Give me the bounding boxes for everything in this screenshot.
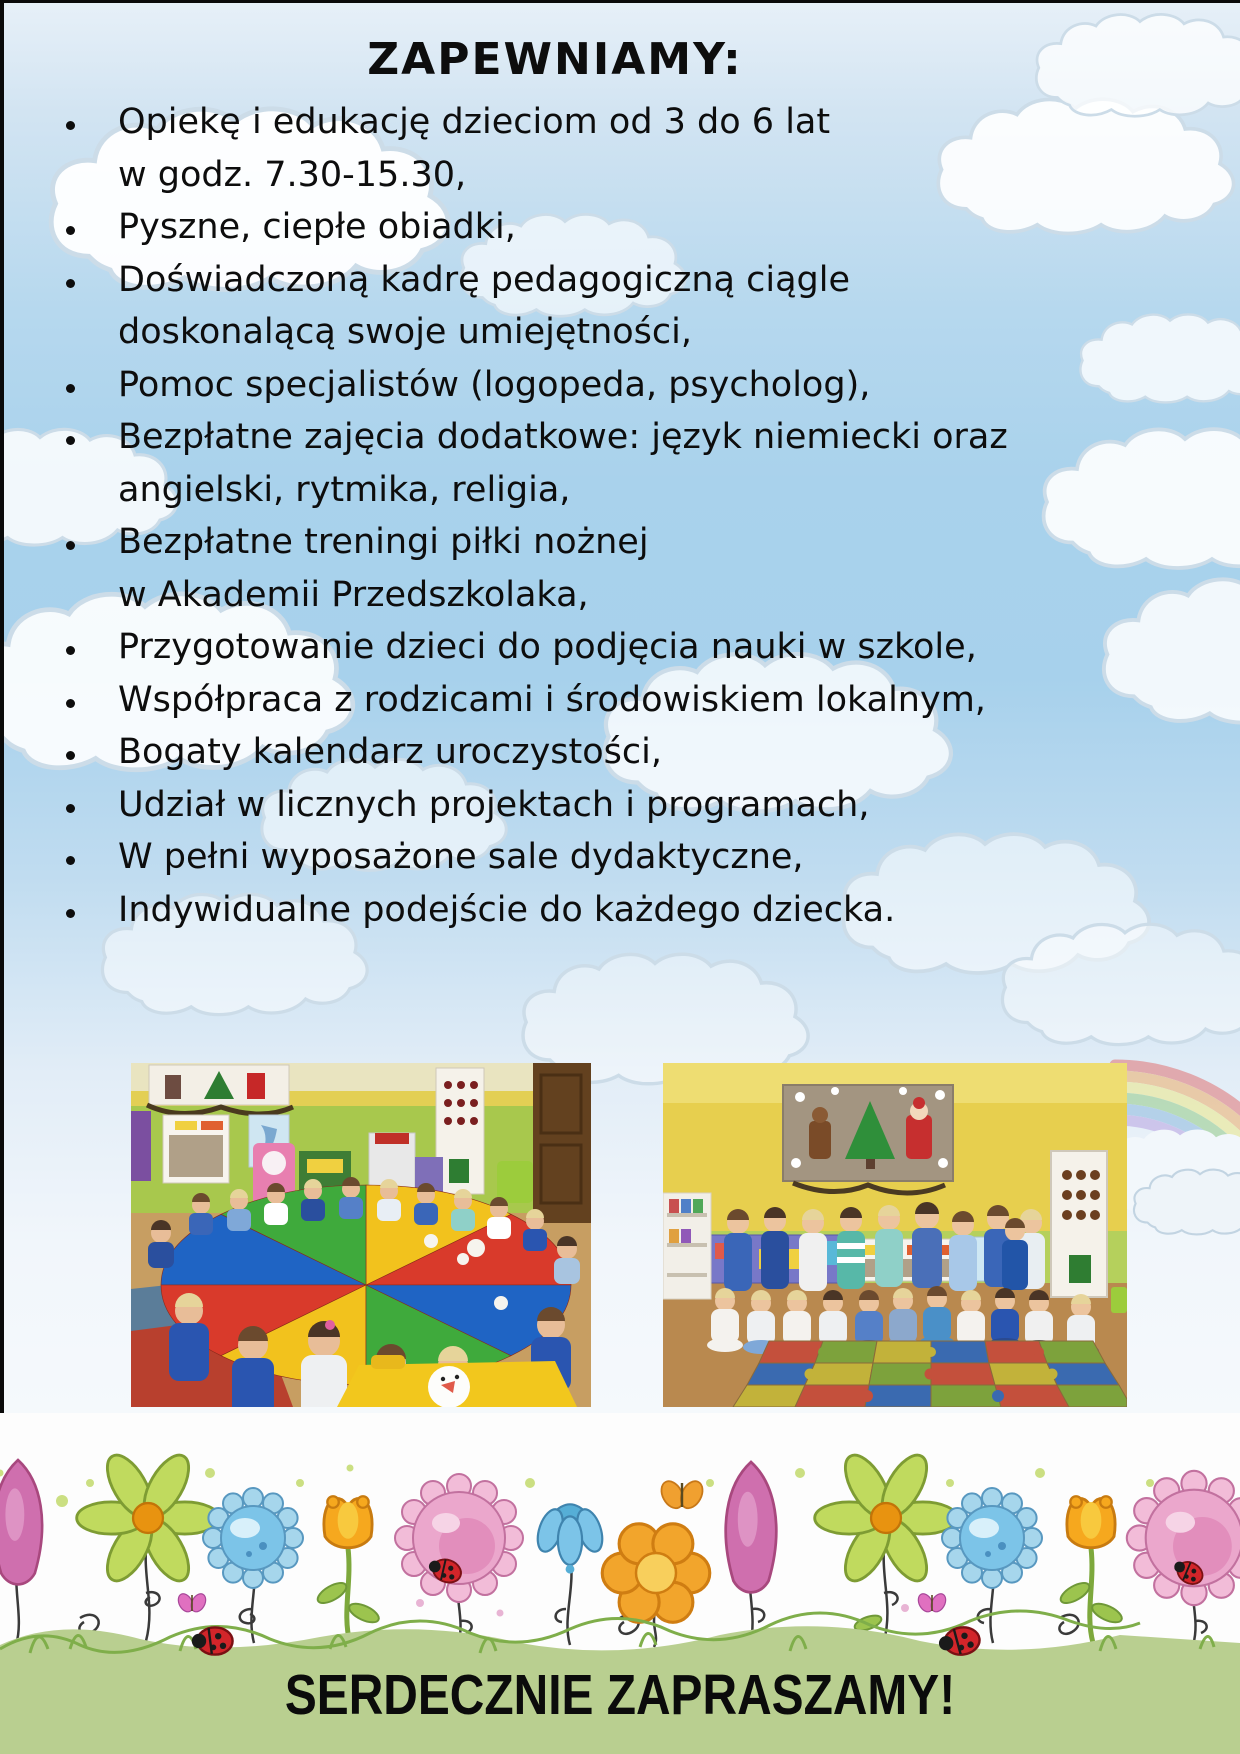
classroom-parachute-photo xyxy=(131,1063,591,1407)
list-item-line: Pyszne, ciepłe obiadki, xyxy=(118,207,516,247)
tulip-flower-icon xyxy=(1067,1496,1115,1547)
bullet-dot-icon xyxy=(66,856,75,865)
list-item-line: Opiekę i edukację dzieciom od 3 do 6 lat xyxy=(118,102,831,142)
bullet-dot-icon xyxy=(66,646,75,655)
bullet-dot-icon xyxy=(66,751,75,760)
list-item xyxy=(62,359,1222,412)
classroom-group-photo xyxy=(663,1063,1127,1407)
list-item-line: doskonalącą swoje umiejętności, xyxy=(118,312,693,352)
list-item xyxy=(62,516,1222,621)
list-item-line: Udział w licznych projektach i programach, xyxy=(118,784,870,825)
list-item xyxy=(62,96,1222,201)
bullet-dot-icon xyxy=(66,699,75,708)
bullet-dot-icon xyxy=(66,436,75,445)
list-item xyxy=(62,884,1222,937)
bullet-dot-icon xyxy=(66,384,75,393)
list-item-line: Bezpłatne treningi piłki nożnej xyxy=(118,522,649,562)
page-title: ZAPEWNIAMY: xyxy=(367,34,743,85)
cloud-icon xyxy=(1002,924,1240,1044)
list-item xyxy=(62,254,1222,359)
list-item xyxy=(62,411,1222,516)
bullet-dot-icon xyxy=(66,279,75,288)
bullet-dot-icon xyxy=(66,121,75,130)
page-border-top xyxy=(0,0,1240,3)
list-item-line: angielski, rytmika, religia, xyxy=(118,469,571,510)
list-item xyxy=(62,779,1222,832)
list-item-line: Pomoc specjalistów (logopeda, psycholog), xyxy=(118,364,871,405)
list-item xyxy=(62,201,1222,254)
list-item xyxy=(62,726,1222,779)
tulip-flower-icon xyxy=(324,1496,372,1547)
list-item-line: Bogaty kalendarz uroczystości, xyxy=(118,732,662,772)
list-item-line: Indywidualne podejście do każdego dziecka. xyxy=(118,889,896,930)
list-item-line: Bezpłatne zajęcia dodatkowe: język niemiecki oraz xyxy=(118,417,1008,457)
list-item-line: Współpraca z rodzicami i środowiskiem lokalnym, xyxy=(118,679,986,720)
list-item-line: W pełni wyposażone sale dydaktyczne, xyxy=(118,837,804,877)
bullet-dot-icon xyxy=(66,541,75,550)
list-item xyxy=(62,674,1222,727)
bullet-dot-icon xyxy=(66,226,75,235)
page-border-left xyxy=(0,0,4,1413)
bullet-dot-icon xyxy=(66,909,75,918)
list-item-line: w godz. 7.30-15.30, xyxy=(118,154,467,195)
list-item-line: Doświadczoną kadrę pedagogiczną ciągle xyxy=(118,259,851,300)
orange-daisy-flower-icon xyxy=(602,1524,710,1623)
list-item-line: w Akademii Przedszkolaka, xyxy=(118,574,589,615)
list-item-line: Przygotowanie dzieci do podjęcia nauki w szkole, xyxy=(118,627,977,667)
offer-list xyxy=(62,96,1222,936)
footer-invitation-text: SERDECZNIE ZAPRASZAMY! xyxy=(284,1663,956,1727)
list-item xyxy=(62,831,1222,884)
bullet-dot-icon xyxy=(66,804,75,813)
list-item xyxy=(62,621,1222,674)
